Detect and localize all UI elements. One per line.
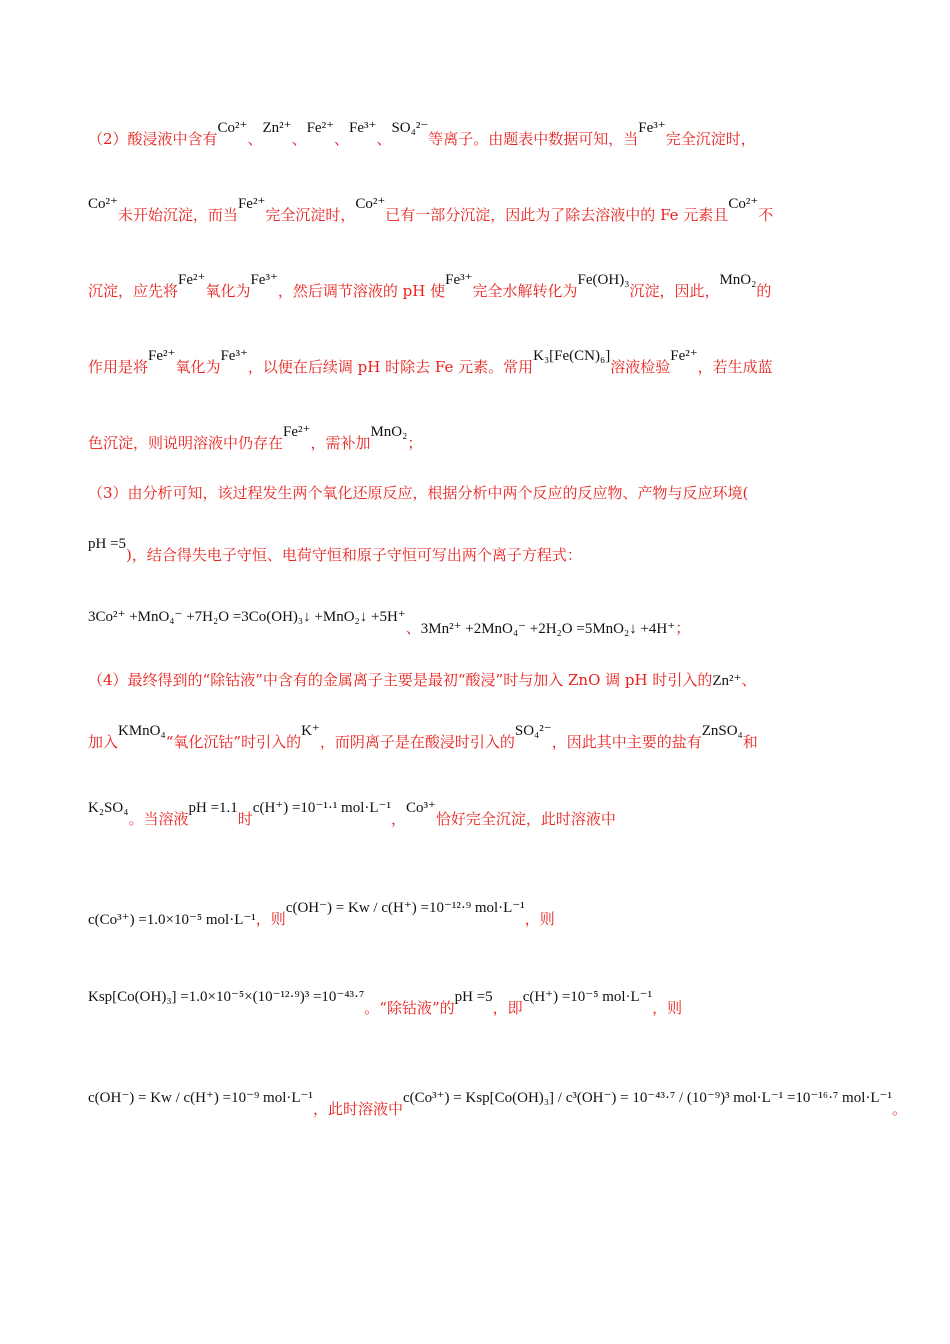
chem-formula: Zn²⁺ bbox=[262, 120, 292, 136]
text-run: 的 bbox=[756, 282, 772, 300]
p3-line-3 bbox=[88, 609, 862, 638]
p3-line-2 bbox=[88, 536, 862, 565]
text-run: 溶液检验 bbox=[610, 358, 671, 376]
text-run: 色沉淀，则说明溶液中仍存在 bbox=[88, 434, 284, 452]
chem-formula: KMnO₄ bbox=[118, 723, 166, 739]
p4-line-4 bbox=[88, 900, 862, 929]
chem-formula: Fe³⁺ bbox=[445, 272, 473, 288]
text-run: 完全水解转化为 bbox=[472, 282, 578, 300]
chem-formula: Fe²⁺ bbox=[283, 424, 311, 440]
text-run: ，则 bbox=[652, 999, 683, 1017]
chem-formula: Fe³⁺ bbox=[220, 348, 248, 364]
text-run: ，需补加 bbox=[310, 434, 371, 452]
p4-line-6 bbox=[88, 1090, 907, 1119]
text-run: 已有一部分沉淀，因此为了除去溶液中的 Fe 元素且 bbox=[385, 206, 729, 224]
chem-formula: 3Mn²⁺ +2MnO₄⁻ +2H₂O =5MnO₂↓ +4H⁺ bbox=[420, 621, 676, 637]
chem-formula: pH =5 bbox=[454, 989, 493, 1005]
text-run: 、 bbox=[334, 130, 350, 148]
chem-formula: Co²⁺ bbox=[728, 196, 759, 212]
chem-formula: Fe²⁺ bbox=[306, 120, 334, 136]
text-run: 未开始沉淀，而当 bbox=[117, 206, 238, 224]
chem-formula: Fe²⁺ bbox=[670, 348, 698, 364]
chem-formula: c(Co³⁺) = Ksp[Co(OH)₃] / c³(OH⁻) = 10⁻⁴³·⁷ / (10⁻⁹)³ mol·L⁻¹ =10⁻¹⁶·⁷ mol·L⁻¹ bbox=[402, 1090, 892, 1106]
text-run: 。当溶液 bbox=[128, 810, 189, 828]
text-run: ，若生成蓝 bbox=[697, 358, 773, 376]
chem-formula: c(OH⁻) = Kw / c(H⁺) =10⁻¹²·⁹ mol·L⁻¹ bbox=[285, 900, 525, 916]
chem-formula: MnO₂ bbox=[370, 424, 408, 440]
chem-formula: SO₄²⁻ bbox=[391, 120, 429, 136]
chem-formula: SO₄²⁻ bbox=[514, 723, 552, 739]
text-run: 不 bbox=[758, 206, 774, 224]
chem-formula: c(H⁺) =10⁻⁵ mol·L⁻¹ bbox=[522, 989, 653, 1005]
text-run: 氧化为 bbox=[175, 358, 221, 376]
text-run: 、 bbox=[741, 671, 757, 689]
text-run: ，而阴离子是在酸浸时引入的 bbox=[319, 733, 515, 751]
text-run: ，即 bbox=[492, 999, 523, 1017]
chem-formula: Co²⁺ bbox=[217, 120, 248, 136]
text-run: 、 bbox=[405, 619, 421, 637]
text-run: ； bbox=[407, 434, 423, 452]
p2-line-2 bbox=[88, 196, 862, 225]
chem-formula: Fe²⁺ bbox=[148, 348, 176, 364]
text-run: 沉淀，应先将 bbox=[88, 282, 179, 300]
chem-formula: pH =5 bbox=[88, 536, 127, 552]
chem-formula: c(OH⁻) = Kw / c(H⁺) =10⁻⁹ mol·L⁻¹ bbox=[88, 1090, 313, 1106]
chem-formula: Fe³⁺ bbox=[250, 272, 278, 288]
chem-formula: c(Co³⁺) =1.0×10⁻⁵ mol·L⁻¹ bbox=[88, 912, 256, 928]
text-run: 作用是将 bbox=[88, 358, 149, 376]
chem-formula: Ksp[Co(OH)₃] =1.0×10⁻⁵×(10⁻¹²·⁹)³ =10⁻⁴³·⁷ bbox=[88, 989, 365, 1005]
chem-formula: Co³⁺ bbox=[405, 800, 436, 816]
text-run: 、 bbox=[376, 130, 392, 148]
text-run: 完全沉淀时， bbox=[665, 130, 756, 148]
p4-line-2 bbox=[88, 723, 862, 752]
p2-line-3 bbox=[88, 272, 862, 301]
chem-formula: MnO₂ bbox=[719, 272, 757, 288]
text-run: （3）由分析可知，该过程发生两个氧化还原反应，根据分析中两个反应的反应物、产物与反应环境( bbox=[88, 484, 749, 502]
text-run: 。“除钴液”的 bbox=[364, 999, 455, 1017]
text-run: ， bbox=[390, 810, 406, 828]
text-run: ，则 bbox=[255, 910, 286, 928]
text-run: 完全沉淀时， bbox=[265, 206, 356, 224]
text-run: ，以便在后续调 pH 时除去 Fe 元素。常用 bbox=[247, 358, 534, 376]
text-run: 加入 bbox=[88, 733, 119, 751]
text-run: ，然后调节溶液的 pH 使 bbox=[277, 282, 446, 300]
chem-formula: Co²⁺ bbox=[88, 196, 118, 212]
text-run: 时 bbox=[237, 810, 253, 828]
text-run: 、 bbox=[247, 130, 263, 148]
text-run: 。 bbox=[891, 1100, 907, 1118]
chem-formula: Fe(OH)₃ bbox=[577, 272, 630, 288]
chem-formula: K⁺ bbox=[301, 723, 320, 739]
p4-line-5 bbox=[88, 989, 862, 1018]
text-run: 、 bbox=[291, 130, 307, 148]
chem-formula: 3Co²⁺ +MnO₄⁻ +7H₂O =3Co(OH)₃↓ +MnO₂↓ +5H⁺ bbox=[88, 609, 406, 625]
text-run: ，则 bbox=[524, 910, 555, 928]
chem-formula: pH =1.1 bbox=[188, 800, 238, 816]
chem-formula: Fe²⁺ bbox=[237, 196, 266, 212]
text-run: “氧化沉钴”时引入的 bbox=[165, 733, 302, 751]
chem-formula: c(H⁺) =10⁻¹·¹ mol·L⁻¹ bbox=[252, 800, 391, 816]
text-run: （2）酸浸液中含有 bbox=[88, 130, 218, 148]
text-run: ，此时溶液中 bbox=[312, 1100, 403, 1118]
p2-line-4 bbox=[88, 348, 862, 377]
chem-formula: Fe³⁺ bbox=[349, 120, 377, 136]
chem-formula: Fe³⁺ bbox=[638, 120, 666, 136]
p4-line-1 bbox=[88, 669, 862, 690]
text-run: ； bbox=[675, 619, 691, 637]
text-run: ，因此其中主要的盐有 bbox=[551, 733, 702, 751]
text-run: 和 bbox=[742, 733, 758, 751]
chem-formula: Co²⁺ bbox=[355, 196, 386, 212]
text-run: 沉淀，因此， bbox=[629, 282, 720, 300]
chem-formula: K₂SO₄ bbox=[88, 800, 129, 816]
text-run: （4）最终得到的“除钴液”中含有的金属离子主要是最初“酸浸”时与加入 ZnO 调 pH 时引入的 bbox=[88, 671, 713, 689]
p4-line-3 bbox=[88, 800, 862, 829]
p2-line-5 bbox=[88, 424, 862, 453]
chem-formula: K₃[Fe(CN)₆] bbox=[533, 348, 611, 364]
chem-formula: ZnSO₄ bbox=[701, 723, 743, 739]
text-run: 氧化为 bbox=[205, 282, 251, 300]
text-run: 等离子。由题表中数据可知，当 bbox=[428, 130, 639, 148]
text-run: 恰好完全沉淀，此时溶液中 bbox=[435, 810, 616, 828]
p2-line-1 bbox=[88, 120, 862, 149]
p3-line-1 bbox=[88, 482, 862, 503]
chem-formula: Zn²⁺ bbox=[712, 673, 742, 689]
chem-formula: Fe²⁺ bbox=[178, 272, 206, 288]
text-run: )，结合得失电子守恒、电荷守恒和原子守恒可写出两个离子方程式： bbox=[126, 546, 582, 564]
